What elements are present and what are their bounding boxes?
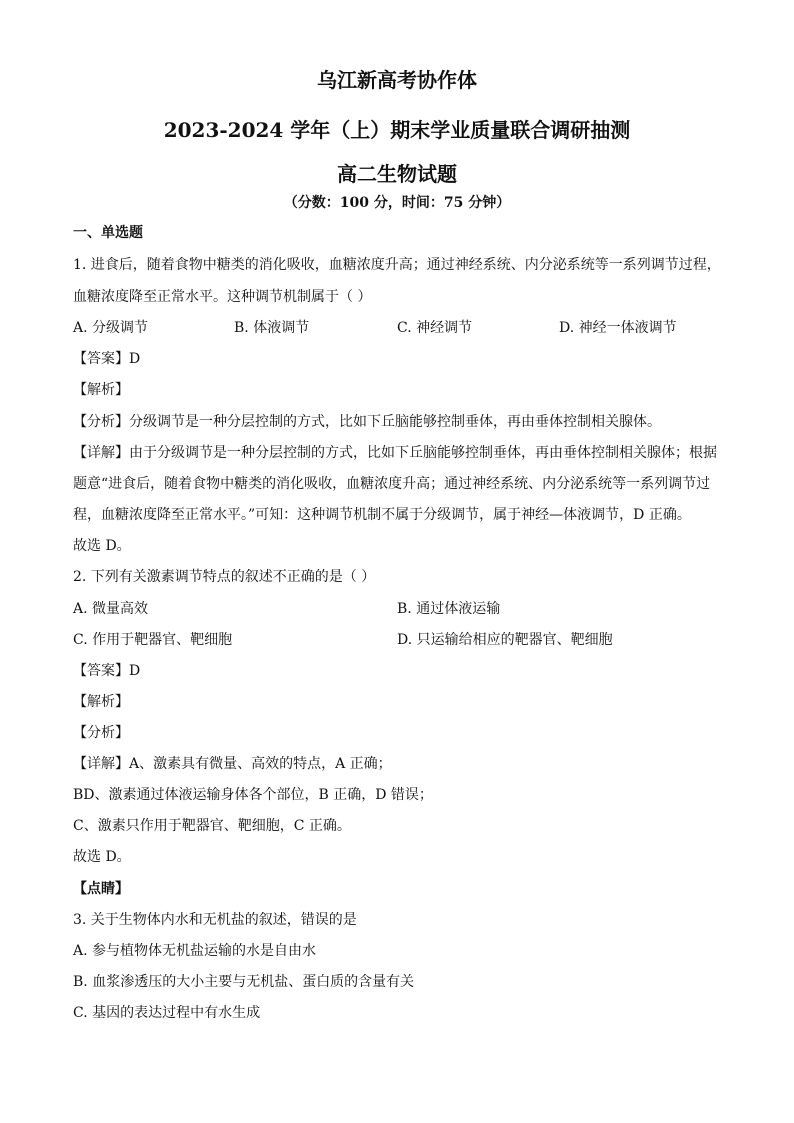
q2-option-d: D. 只运输给相应的靶器官、靶细胞 <box>397 632 613 648</box>
q1-fenxi: 【分析】分级调节是一种分层控制的方式，比如下丘脑能够控制垂体，再由垂体控制相关腺体。 <box>73 414 661 430</box>
q1-answer: 【答案】D <box>73 351 141 367</box>
q1-stem-line2: 血糖浓度降至正常水平。这种调节机制属于（ ） <box>73 289 372 305</box>
q2-fenxi: 【分析】 <box>73 725 129 741</box>
q1-stem-line1: 1. 进食后，随着食物中糖类的消化吸收，血糖浓度升高；通过神经系统、内分泌系统等一系列调节过程， <box>73 257 721 273</box>
q2-detail-line1: 【详解】A、激素具有微量、高效的特点，A 正确； <box>73 756 392 772</box>
q1-detail-line1: 【详解】由于分级调节是一种分层控制的方式，比如下丘脑能够控制垂体，再由垂体控制相关腺体；根据 <box>73 445 717 461</box>
q1-conclusion: 故选 D。 <box>73 538 131 554</box>
section-heading: 一、单选题 <box>73 225 143 241</box>
q1-detail-line2: 题意“进食后，随着食物中糖类的消化吸收，血糖浓度升高；通过神经系统、内分泌系统等一系列调节过 <box>73 476 711 492</box>
q2-analysis-label: 【解析】 <box>73 694 129 710</box>
q2-conclusion: 故选 D。 <box>73 849 131 865</box>
q1-option-b: B. 体液调节 <box>234 320 310 336</box>
q1-option-c: C. 神经调节 <box>397 320 473 336</box>
exam-title: 2023-2024 学年（上）期末学业质量联合调研抽测 <box>163 118 631 142</box>
q2-dianjing: 【点睛】 <box>73 881 129 897</box>
q2-detail-line2: BD、激素通过体液运输身体各个部位，B 正确，D 错误； <box>73 787 433 803</box>
subject-title: 高二生物试题 <box>337 162 457 186</box>
q2-option-c: C. 作用于靶器官、靶细胞 <box>73 632 233 648</box>
q2-detail-line3: C、激素只作用于靶器官、靶细胞，C 正确。 <box>73 818 351 834</box>
q2-stem: 2. 下列有关激素调节特点的叙述不正确的是（ ） <box>73 569 376 585</box>
q3-stem: 3. 关于生物体内水和无机盐的叙述，错误的是 <box>73 912 357 928</box>
q3-option-a: A. 参与植物体无机盐运输的水是自由水 <box>73 943 317 959</box>
q1-option-d: D. 神经一体液调节 <box>559 320 677 336</box>
org-title: 乌江新高考协作体 <box>317 68 477 92</box>
q2-option-b: B. 通过体液运输 <box>397 601 501 617</box>
q1-detail-line3: 程，血糖浓度降至正常水平。”可知：这种调节机制不属于分级调节，属于神经—体液调节，D 正确。 <box>73 507 691 523</box>
q1-analysis-label: 【解析】 <box>73 382 129 398</box>
exam-meta: （分数：100 分，时间：75 分钟） <box>283 195 511 211</box>
q3-option-c: C. 基因的表达过程中有水生成 <box>73 1005 261 1021</box>
q2-option-a: A. 微量高效 <box>73 601 149 617</box>
q1-option-a: A. 分级调节 <box>73 320 149 336</box>
q2-answer: 【答案】D <box>73 663 141 679</box>
q3-option-b: B. 血浆渗透压的大小主要与无机盐、蛋白质的含量有关 <box>73 974 415 990</box>
